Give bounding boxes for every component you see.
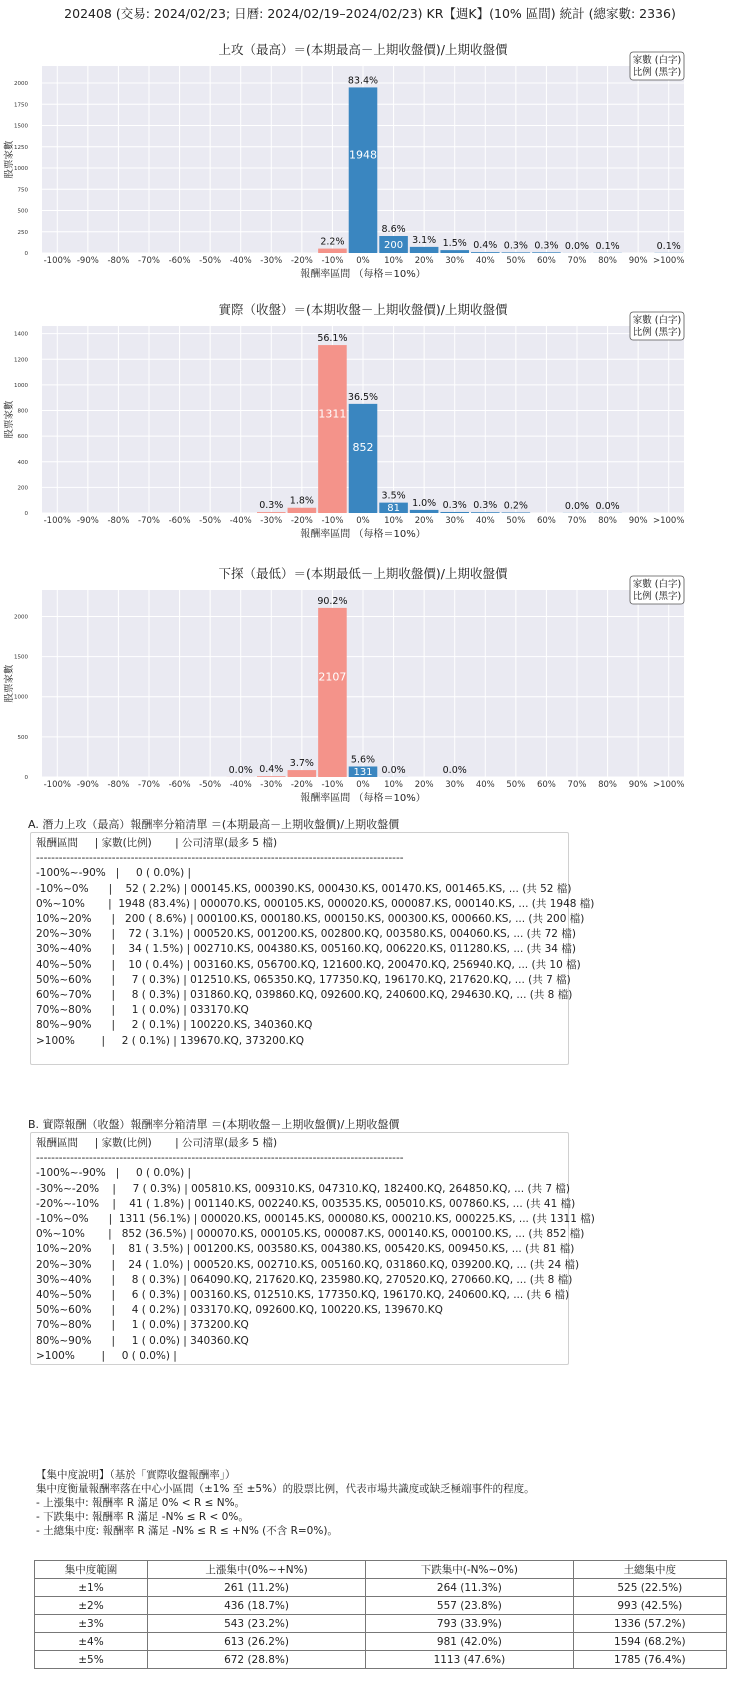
list-line: 40%~50% | 6 ( 0.3%) | 003160.KS, 012510.KS, 177350.KQ, 196170.KQ, 240600.KQ, ... (共 6 檔) — [36, 1289, 570, 1302]
bar — [502, 252, 531, 253]
bar-count-label: 852 — [352, 440, 374, 454]
legend-text: 比例 (黑字) — [632, 67, 682, 78]
x-tick-label: 0% — [356, 780, 370, 790]
list-line: 0%~10% | 852 (36.5%) | 000070.KS, 000105.KS, 000087.KS, 000140.KS, 000100.KS, ... (共 852 檔) — [36, 1228, 585, 1241]
y-tick-label: 1500 — [14, 123, 28, 130]
bar-pct-label: 0.3% — [503, 240, 528, 252]
x-tick-label: 70% — [567, 780, 587, 790]
list-line: 40%~50% | 10 ( 0.4%) | 003160.KS, 056700.KQ, 121600.KQ, 200470.KQ, 256940.KQ, ... (共 10 檔) — [36, 958, 581, 971]
table-row — [35, 1651, 727, 1669]
x-axis-label: 報酬率區間 （每格＝10%） — [300, 793, 426, 804]
list-line: 20%~30% | 24 ( 1.0%) | 000520.KS, 002710.KS, 005160.KQ, 031860.KQ, 039200.KQ, ... (共 24 檔) — [36, 1258, 580, 1271]
table-cell: ±2% — [35, 1597, 148, 1615]
bar-pct-label: 0.0% — [228, 764, 253, 776]
x-tick-label: 50% — [506, 780, 526, 790]
x-tick-label: 40% — [475, 256, 495, 266]
x-tick-label: 40% — [475, 780, 495, 790]
x-tick-label: -100% — [43, 780, 71, 790]
x-tick-label: -40% — [229, 516, 252, 526]
list-line: 60%~70% | 8 ( 0.3%) | 031860.KQ, 039860.KQ, 092600.KQ, 240600.KQ, 294630.KQ, ... (共 8 檔) — [36, 989, 573, 1002]
concentration-table-header — [35, 1561, 727, 1579]
bar — [471, 252, 500, 253]
x-tick-label: -50% — [199, 780, 222, 790]
bar-pct-label: 2.2% — [320, 236, 345, 248]
x-tick-label: -50% — [199, 256, 222, 266]
bar-pct-label: 0.3% — [473, 500, 498, 512]
x-tick-label: 0% — [356, 256, 370, 266]
x-tick-label: 0% — [356, 516, 370, 526]
bar — [410, 510, 439, 513]
y-tick-label: 500 — [17, 208, 28, 215]
x-tick-label: -40% — [229, 256, 252, 266]
concentration-note-line: 【集中度說明】（基於「實際收盤報酬率」） — [36, 1469, 236, 1481]
x-tick-label: 80% — [598, 780, 618, 790]
bar — [471, 512, 500, 513]
bar-count-label: 131 — [353, 767, 373, 778]
bar — [440, 512, 469, 513]
list-line: 10%~20% | 200 ( 8.6%) | 000100.KS, 000180.KS, 000150.KS, 000300.KS, 000660.KS, ... (共 200 檔) — [36, 913, 585, 926]
list-line: -10%~0% | 1311 (56.1%) | 000020.KS, 000145.KS, 000080.KS, 000210.KS, 000225.KS, ... (共 1311 檔) — [36, 1213, 595, 1226]
y-axis-label: 股票家數 — [4, 140, 15, 179]
x-tick-label: -100% — [43, 256, 71, 266]
table-row — [35, 1615, 727, 1633]
bar-pct-label: 3.7% — [289, 758, 314, 770]
bar-pct-label: 1.5% — [442, 238, 467, 250]
table-cell: 1594 (68.2%) — [573, 1633, 726, 1651]
bar-count-label: 1948 — [349, 148, 377, 162]
x-tick-label: 70% — [567, 256, 587, 266]
list-line: 20%~30% | 72 ( 3.1%) | 000520.KS, 001200.KS, 002800.KQ, 003580.KS, 004060.KS, ... (共 72 檔) — [36, 928, 576, 941]
y-tick-label: 1000 — [14, 382, 28, 389]
x-tick-label: 30% — [445, 256, 465, 266]
concentration-note-line: - 上漲集中: 報酬率 R 滿足 0% < R ≤ N%。 — [36, 1497, 246, 1509]
x-tick-label: 10% — [384, 516, 404, 526]
bar-pct-label: 3.5% — [381, 490, 406, 502]
list-line: 80%~90% | 1 ( 0.0%) | 340360.KQ — [36, 1334, 249, 1347]
x-tick-label: >100% — [652, 516, 685, 526]
x-tick-label: 10% — [384, 780, 404, 790]
table-header-cell: 上漲集中(0%~+N%) — [147, 1561, 365, 1579]
table-cell: 1336 (57.2%) — [573, 1615, 726, 1633]
y-tick-label: 2000 — [14, 81, 28, 87]
bar — [257, 776, 286, 777]
list-a-box — [30, 832, 595, 1065]
bar-pct-label: 0.4% — [473, 240, 498, 252]
x-axis-label: 報酬率區間 （每格＝10%） — [300, 269, 426, 280]
bar — [257, 512, 286, 513]
chart-upper — [0, 36, 740, 286]
x-tick-label: 50% — [506, 516, 526, 526]
bar-pct-label: 0.0% — [381, 764, 406, 776]
x-tick-label: 60% — [536, 256, 556, 266]
bar-count-label: 1311 — [318, 407, 347, 421]
y-tick-label: 400 — [17, 459, 28, 466]
y-tick-label: 2000 — [14, 614, 28, 621]
list-line: -10%~0% | 52 ( 2.2%) | 000145.KS, 000390.KS, 000430.KS, 001470.KS, 001465.KS, ... (共 52 檔) — [36, 882, 572, 895]
table-cell: ±3% — [35, 1615, 148, 1633]
table-cell: 993 (42.5%) — [573, 1597, 726, 1615]
list-line: 50%~60% | 4 ( 0.2%) | 033170.KQ, 092600.KQ, 100220.KS, 139670.KQ — [36, 1304, 443, 1317]
bar-pct-label: 0.4% — [259, 764, 284, 776]
y-axis-label: 股票家數 — [4, 664, 15, 703]
table-cell: 557 (23.8%) — [366, 1597, 574, 1615]
x-tick-label: 70% — [567, 516, 587, 526]
list-b-title: B. 實際報酬（收盤）報酬率分箱清單 ＝(本期收盤－上期收盤價)/上期收盤價 — [28, 1118, 400, 1131]
bar — [288, 770, 317, 777]
bar-pct-label: 0.3% — [534, 240, 559, 252]
list-line: 50%~60% | 7 ( 0.3%) | 012510.KS, 065350.KQ, 177350.KQ, 196170.KQ, 217620.KQ, ... (共 7 檔) — [36, 973, 571, 986]
bar-pct-label: 0.0% — [442, 765, 467, 776]
bar — [410, 247, 439, 253]
legend-text: 家數 (白字) — [632, 579, 682, 590]
table-header-cell: 集中度範圍 — [35, 1561, 148, 1579]
table-cell: 436 (18.7%) — [147, 1597, 365, 1615]
list-line: ------------------------------------------------------------------------------------------------- — [36, 852, 404, 865]
bar-pct-label: 1.8% — [289, 495, 314, 507]
table-row — [35, 1633, 727, 1651]
table-cell: ±4% — [35, 1633, 148, 1651]
x-tick-label: -90% — [76, 256, 99, 266]
table-cell: 793 (33.9%) — [366, 1615, 574, 1633]
bar-pct-label: 0.3% — [442, 499, 467, 511]
y-tick-label: 1000 — [14, 166, 28, 172]
list-line: 0%~10% | 1948 (83.4%) | 000070.KS, 000105.KS, 000020.KS, 000087.KS, 000140.KS, ... (共 1948 檔) — [36, 897, 595, 910]
list-line: -20%~-10% | 41 ( 1.8%) | 001140.KS, 002240.KS, 003535.KS, 005010.KS, 007860.KS, ... (共 41 檔) — [36, 1197, 576, 1210]
y-tick-label: 1500 — [14, 654, 28, 661]
bar-pct-label: 0.0% — [564, 240, 590, 252]
chart-title: 上攻（最高）＝(本期最高－上期收盤價)/上期收盤價 — [218, 42, 508, 57]
x-tick-label: -40% — [229, 780, 252, 790]
x-tick-label: 20% — [414, 780, 434, 790]
page-title: 202408 (交易: 2024/02/23; 日曆: 2024/02/19–2024/02/23) KR【週K】(10% 區間) 統計 (總家數: 2336) — [64, 6, 676, 21]
concentration-note-line: 集中度衡量報酬率落在中心小區間（±1% 至 ±5%）的股票比例，代表市場共識度或缺乏極端事件的程度。 — [36, 1483, 535, 1495]
legend-text: 比例 (黑字) — [632, 327, 682, 338]
bar-pct-label: 0.2% — [503, 500, 528, 512]
bar-count-label: 2107 — [318, 670, 347, 684]
bar-pct-label: 0.1% — [595, 240, 620, 252]
bar — [288, 508, 317, 513]
y-tick-label: 500 — [17, 734, 28, 741]
x-tick-label: >100% — [652, 256, 685, 266]
chart-close — [0, 296, 740, 546]
x-tick-label: -90% — [76, 516, 99, 526]
legend-text: 家數 (白字) — [632, 315, 682, 326]
list-line: 70%~80% | 1 ( 0.0%) | 373200.KQ — [36, 1319, 249, 1332]
table-cell: ±1% — [35, 1579, 148, 1597]
list-b-box — [30, 1132, 595, 1365]
x-tick-label: -10% — [321, 516, 344, 526]
x-tick-label: 90% — [628, 516, 648, 526]
table-cell: ±5% — [35, 1651, 148, 1669]
x-tick-label: -20% — [290, 780, 313, 790]
y-tick-label: 1000 — [14, 694, 28, 701]
table-cell: 1113 (47.6%) — [366, 1651, 574, 1669]
bar — [349, 87, 378, 253]
x-tick-label: 90% — [628, 256, 648, 266]
y-tick-label: 200 — [17, 485, 28, 492]
table-header-cell: 土總集中度 — [573, 1561, 726, 1579]
list-line: 報酬區間 | 家數(比例) | 公司清單(最多 5 檔) — [36, 1137, 278, 1149]
list-line: 70%~80% | 1 ( 0.0%) | 033170.KQ — [36, 1004, 249, 1017]
bar-pct-label: 0.1% — [656, 240, 681, 252]
y-tick-label: 250 — [17, 229, 28, 236]
y-tick-label: 1750 — [14, 102, 28, 109]
list-line: -100%~-90% | 0 ( 0.0%) | — [36, 867, 192, 880]
table-cell: 525 (22.5%) — [573, 1579, 726, 1597]
bar — [318, 345, 347, 513]
x-tick-label: -20% — [290, 516, 313, 526]
y-tick-label: 0 — [24, 775, 28, 781]
list-line: -100%~-90% | 0 ( 0.0%) | — [36, 1167, 192, 1180]
bar-pct-label: 5.6% — [350, 754, 376, 766]
y-tick-label: 1400 — [14, 331, 28, 338]
x-tick-label: 80% — [598, 256, 618, 266]
x-tick-label: -10% — [321, 780, 344, 790]
x-tick-label: -80% — [107, 516, 130, 526]
y-tick-label: 800 — [17, 408, 28, 415]
x-axis-label: 報酬率區間 （每格＝10%） — [300, 529, 426, 540]
table-cell: 261 (11.2%) — [147, 1579, 365, 1597]
bar-pct-label: 1.0% — [412, 497, 437, 509]
list-line: 30%~40% | 34 ( 1.5%) | 002710.KS, 004380.KS, 005160.KQ, 006220.KS, 011280.KS, ... (共 34 檔) — [36, 943, 576, 956]
table-cell: 981 (42.0%) — [366, 1633, 574, 1651]
x-tick-label: -80% — [107, 780, 130, 790]
list-line: 報酬區間 | 家數(比例) | 公司清單(最多 5 檔) — [36, 837, 278, 849]
table-row — [35, 1579, 727, 1597]
legend-text: 比例 (黑字) — [632, 591, 682, 602]
x-tick-label: 80% — [598, 516, 618, 526]
table-row — [35, 1597, 727, 1615]
table-cell: 264 (11.3%) — [366, 1579, 574, 1597]
x-tick-label: 30% — [445, 516, 465, 526]
table-cell: 613 (26.2%) — [147, 1633, 365, 1651]
bar-pct-label: 83.4% — [347, 75, 379, 87]
table-cell: 672 (28.8%) — [147, 1651, 365, 1669]
legend-text: 家數 (白字) — [632, 55, 682, 66]
bar — [532, 252, 561, 253]
x-tick-label: 10% — [384, 256, 404, 266]
table-header-cell: 下跌集中(-N%~0%) — [366, 1561, 574, 1579]
chart-title: 實際（收盤）＝(本期收盤－上期收盤價)/上期收盤價 — [218, 302, 508, 317]
concentration-note-line: - 下跌集中: 報酬率 R 滿足 -N% ≤ R < 0%。 — [36, 1511, 249, 1523]
bar — [318, 249, 347, 253]
x-tick-label: -30% — [260, 780, 283, 790]
x-tick-label: -100% — [43, 516, 71, 526]
y-tick-label: 750 — [17, 187, 28, 194]
concentration-notes — [36, 1468, 535, 1538]
table-cell: 543 (23.2%) — [147, 1615, 365, 1633]
x-tick-label: 60% — [536, 516, 556, 526]
bar-pct-label: 0.3% — [259, 500, 284, 512]
x-tick-label: -50% — [199, 516, 222, 526]
bar-count-label: 81 — [387, 503, 400, 514]
bar-pct-label: 56.1% — [317, 333, 348, 345]
chart-title: 下探（最低）＝(本期最低－上期收盤價)/上期收盤價 — [218, 566, 508, 581]
y-tick-label: 1250 — [14, 144, 28, 151]
x-tick-label: 90% — [628, 780, 648, 790]
x-tick-label: -80% — [107, 256, 130, 266]
concentration-table — [34, 1560, 727, 1669]
x-tick-label: -30% — [260, 516, 283, 526]
list-line: >100% | 0 ( 0.0%) | — [36, 1349, 177, 1362]
bar — [349, 404, 378, 513]
list-line: 80%~90% | 2 ( 0.1%) | 100220.KS, 340360.KQ — [36, 1019, 313, 1032]
x-tick-label: 30% — [445, 780, 465, 790]
x-tick-label: -10% — [321, 256, 344, 266]
list-line: ------------------------------------------------------------------------------------------------- — [36, 1152, 404, 1165]
table-cell: 1785 (76.4%) — [573, 1651, 726, 1669]
y-tick-label: 600 — [17, 434, 28, 441]
x-tick-label: 20% — [414, 516, 434, 526]
x-tick-label: -70% — [138, 516, 160, 526]
bar-count-label: 200 — [384, 240, 404, 251]
x-tick-label: 20% — [414, 256, 434, 266]
x-tick-label: >100% — [652, 780, 685, 790]
x-tick-label: -60% — [168, 516, 191, 526]
x-tick-label: -20% — [290, 256, 313, 266]
x-tick-label: -90% — [76, 780, 99, 790]
bar-pct-label: 3.1% — [412, 234, 437, 246]
y-tick-label: 0 — [24, 511, 28, 517]
x-tick-label: 40% — [475, 516, 495, 526]
bar — [318, 608, 347, 777]
bar — [440, 250, 469, 253]
x-tick-label: -70% — [138, 256, 160, 266]
concentration-note-line: - 土總集中度: 報酬率 R 滿足 -N% ≤ R ≤ +N% (不含 R=0%)。 — [36, 1525, 338, 1537]
list-line: >100% | 2 ( 0.1%) | 139670.KQ, 373200.KQ — [36, 1034, 304, 1047]
bar-pct-label: 90.2% — [317, 595, 348, 607]
bar — [502, 512, 531, 513]
bar-pct-label: 0.0% — [564, 500, 590, 512]
bar-pct-label: 8.6% — [381, 224, 406, 235]
list-line: -30%~-20% | 7 ( 0.3%) | 005810.KS, 009310.KS, 047310.KQ, 182400.KQ, 264850.KQ, ... (共 7 檔) — [36, 1182, 570, 1195]
y-tick-label: 0 — [24, 251, 28, 257]
x-tick-label: -60% — [168, 256, 191, 266]
bar-pct-label: 0.0% — [595, 500, 620, 512]
list-line: 10%~20% | 81 ( 3.5%) | 001200.KS, 003580.KS, 004380.KS, 005420.KS, 009450.KS, ... (共 81 檔) — [36, 1243, 575, 1256]
list-a-title: A. 潛力上攻（最高）報酬率分箱清單 ＝(本期最高－上期收盤價)/上期收盤價 — [28, 818, 400, 831]
y-tick-label: 1200 — [14, 357, 28, 364]
y-axis-label: 股票家數 — [4, 400, 15, 439]
x-tick-label: 60% — [536, 780, 556, 790]
x-tick-label: -60% — [168, 780, 191, 790]
list-line: 30%~40% | 8 ( 0.3%) | 064090.KQ, 217620.KQ, 235980.KQ, 270520.KQ, 270660.KQ, ... (共 8 檔) — [36, 1273, 573, 1286]
x-tick-label: -30% — [260, 256, 283, 266]
chart-lower — [0, 560, 740, 810]
bar-pct-label: 36.5% — [347, 391, 379, 403]
x-tick-label: -70% — [138, 780, 160, 790]
x-tick-label: 50% — [506, 256, 526, 266]
